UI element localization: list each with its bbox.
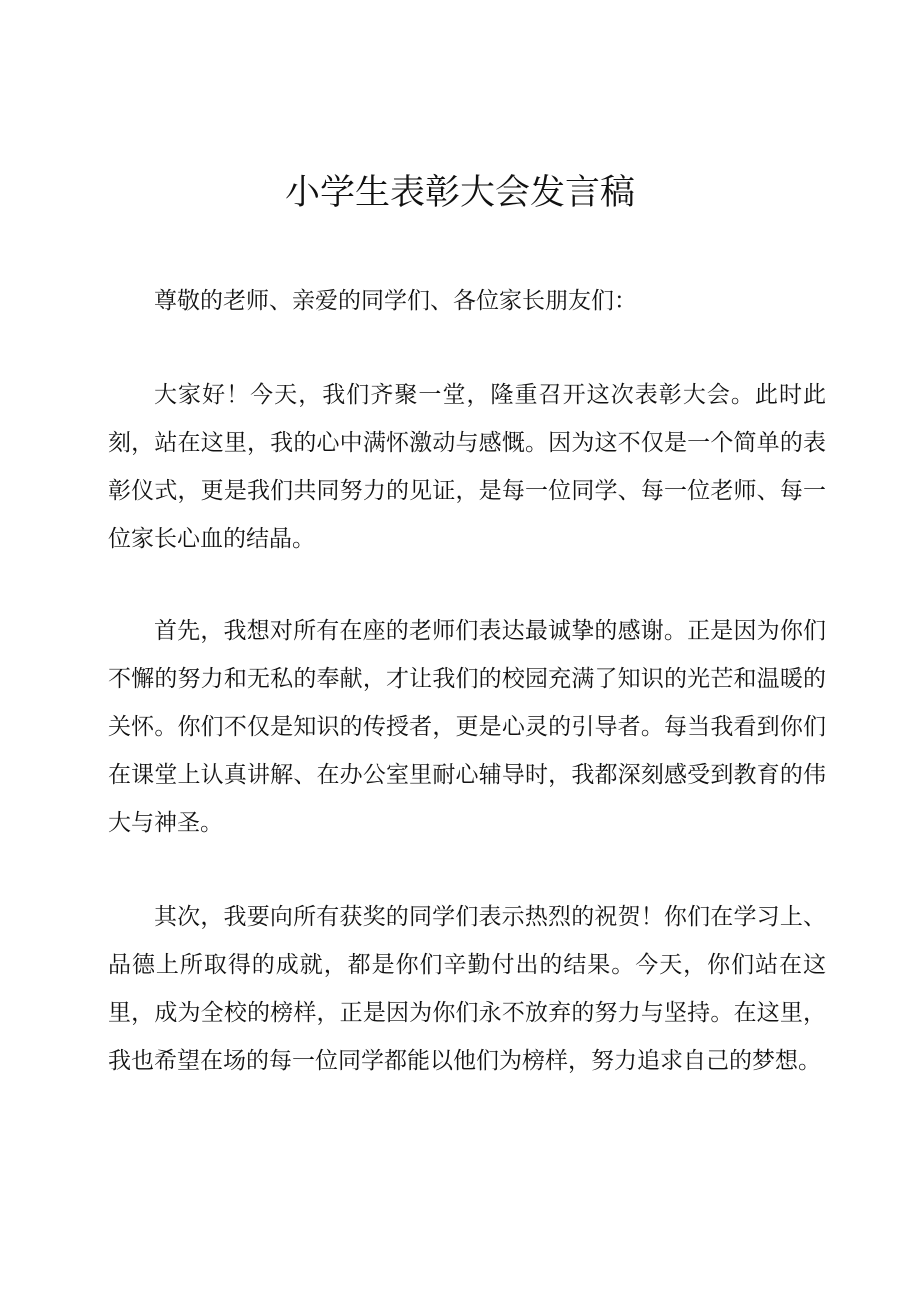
- paragraph-congratulate-students: 其次，我要向所有获奖的同学们表示热烈的祝贺！你们在学习上、品德上所取得的成就，都是你们辛勤付出的结果。今天，你们站在这里，成为全校的榜样，正是因为你们永不放弃的努力与坚持。在这里，我也希望在场的每一位同学都能以他们为榜样，努力追求自己的梦想。: [108, 904, 826, 1074]
- salutation: 尊敬的老师、亲爱的同学们、各位家长朋友们：: [154, 288, 637, 314]
- paragraph-thanks-teachers: 首先，我想对所有在座的老师们表达最诚挚的感谢。正是因为你们不懈的努力和无私的奉献，才让我们的校园充满了知识的光芒和温暖的关怀。你们不仅是知识的传授者，更是心灵的引导者。每当我看到你们在课堂上认真讲解、在办公室里耐心辅导时，我都深刻感受到教育的伟大与神圣。: [108, 618, 826, 836]
- document-title: 小学生表彰大会发言稿: [284, 173, 635, 213]
- paragraph-greeting: 大家好！今天，我们齐聚一堂，隆重召开这次表彰大会。此时此刻，站在这里，我的心中满怀激动与感慨。因为这不仅是一个简单的表彰仪式，更是我们共同努力的见证，是每一位同学、每一位老师、每一位家长心血的结晶。: [108, 382, 826, 552]
